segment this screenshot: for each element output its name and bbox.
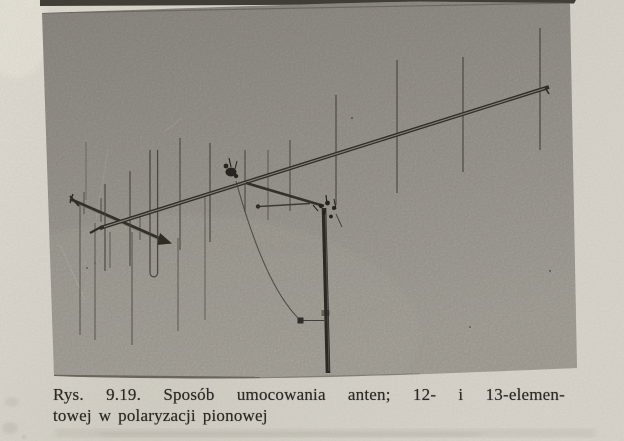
caption-line-1: Rys. 9.19. Sposób umocowania anten; 12- i 13-elemen- [53, 385, 565, 404]
figure-caption [53, 385, 565, 426]
caption-line-2: towej w polaryzacji pionowej [53, 405, 268, 425]
photo-grain [38, 0, 583, 382]
